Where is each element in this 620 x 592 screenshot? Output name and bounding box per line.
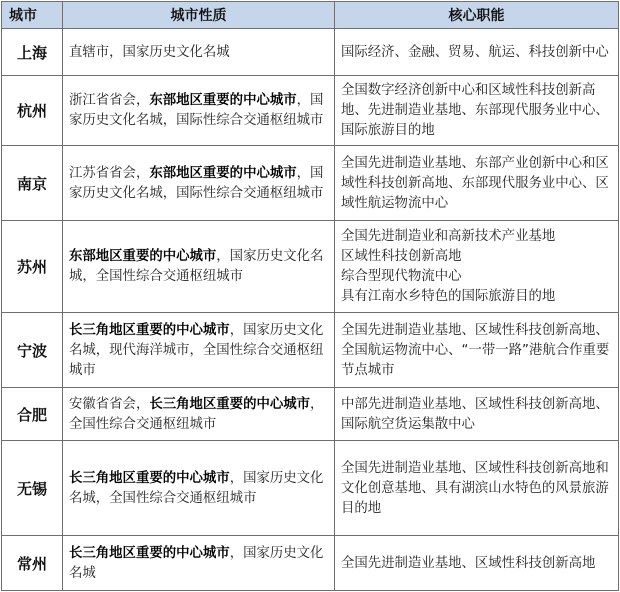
function-line: 区域性科技创新高地 — [341, 249, 462, 264]
nature-highlight: 东部地区重要的中心城市 — [69, 249, 217, 264]
city-nature — [63, 536, 335, 591]
table-row — [2, 76, 619, 146]
header-nature: 城市性质 — [63, 2, 335, 29]
nature-text: 安徽省省会， — [69, 396, 150, 412]
city-nature — [63, 146, 335, 221]
city-name: 常州 — [2, 536, 63, 591]
nature-highlight: 长三角地区重要的中心城市 — [69, 322, 230, 338]
function-line: 中部先进制造业基地、区域性科技创新高地、国际航空货运集散中心 — [341, 396, 609, 432]
table-row — [2, 388, 619, 441]
city-name: 南京 — [2, 146, 63, 221]
core-functions — [335, 146, 619, 221]
nature-highlight: 长三角地区重要的中心城市 — [149, 396, 311, 412]
city-nature — [63, 221, 335, 313]
function-line: 具有江南水乡特色的国际旅游目的地 — [341, 289, 556, 304]
nature-text: 浙江省省会， — [69, 93, 150, 108]
nature-highlight: 东部地区重要的中心城市 — [149, 165, 297, 181]
city-name: 苏州 — [2, 221, 63, 313]
header-city: 城市 — [2, 2, 63, 29]
core-functions — [335, 441, 619, 536]
core-functions — [335, 221, 619, 313]
core-functions — [335, 29, 619, 76]
nature-text: 江苏省省会， — [69, 165, 150, 181]
function-line: 全国先进制造业基地、区域性科技创新高地 — [341, 555, 596, 571]
function-line: 全国先进制造业和高新技术产业基地 — [341, 229, 556, 244]
city-name: 宁波 — [2, 313, 63, 388]
nature-text: ，国家历史文化名城，现代海洋城市，全国性综合交通枢纽城市 — [69, 322, 324, 378]
core-functions — [335, 388, 619, 441]
function-line: 全国数字经济创新中心和区域性科技创新高地、先进制造业基地、东部现代服务业中心、国际旅游目的地 — [341, 83, 609, 138]
core-functions — [335, 76, 619, 146]
table-row — [2, 313, 619, 388]
nature-text: ，国家历史文化名城 — [69, 545, 324, 581]
header-functions: 核心职能 — [335, 2, 619, 29]
nature-highlight: 长三角地区重要的中心城市 — [69, 545, 230, 561]
city-function-table — [1, 1, 619, 591]
nature-highlight: 长三角地区重要的中心城市 — [69, 470, 230, 486]
nature-text: ，全国性综合交通枢纽城市 — [69, 396, 324, 432]
nature-text: ，国家历史文化名城，全国性综合交通枢纽城市 — [69, 249, 324, 284]
city-nature — [63, 29, 335, 76]
table-row — [2, 441, 619, 536]
table-row — [2, 29, 619, 76]
nature-highlight: 东部地区重要的中心城市 — [149, 93, 297, 108]
table-row — [2, 536, 619, 591]
city-name: 合肥 — [2, 388, 63, 441]
core-functions — [335, 313, 619, 388]
function-line: 全国先进制造业基地、东部产业创新中心和区域性科技创新高地、东部现代服务业中心、区域性航运物流中心 — [341, 155, 609, 211]
table-row — [2, 146, 619, 221]
function-line: 国际经济、金融、贸易、航运、科技创新中心 — [341, 44, 609, 60]
city-nature — [63, 441, 335, 536]
city-nature — [63, 76, 335, 146]
city-name: 无锡 — [2, 441, 63, 536]
nature-text: 直辖市，国家历史文化名城 — [69, 44, 230, 60]
function-line: 全国先进制造业基地、区域性科技创新高地和文化创意基地、具有湖滨山水特色的风景旅游目的地 — [341, 460, 609, 516]
nature-text: ，国家历史文化名城，全国性综合交通枢纽城市 — [69, 470, 324, 506]
city-nature — [63, 313, 335, 388]
nature-text: ，国家历史文化名城，国际性综合交通枢纽城市 — [69, 165, 324, 201]
table-row — [2, 221, 619, 313]
core-functions — [335, 536, 619, 591]
function-line: 综合型现代物流中心 — [341, 269, 462, 284]
function-line: 全国先进制造业基地、区域性科技创新高地、全国航运物流中心、“一带一路”港航合作重要节点城市 — [341, 322, 610, 378]
nature-text: ，国家历史文化名城，国际性综合交通枢纽城市 — [69, 93, 324, 128]
city-nature — [63, 388, 335, 441]
city-name: 杭州 — [2, 76, 63, 146]
city-name: 上海 — [2, 29, 63, 76]
header-row — [2, 2, 619, 29]
